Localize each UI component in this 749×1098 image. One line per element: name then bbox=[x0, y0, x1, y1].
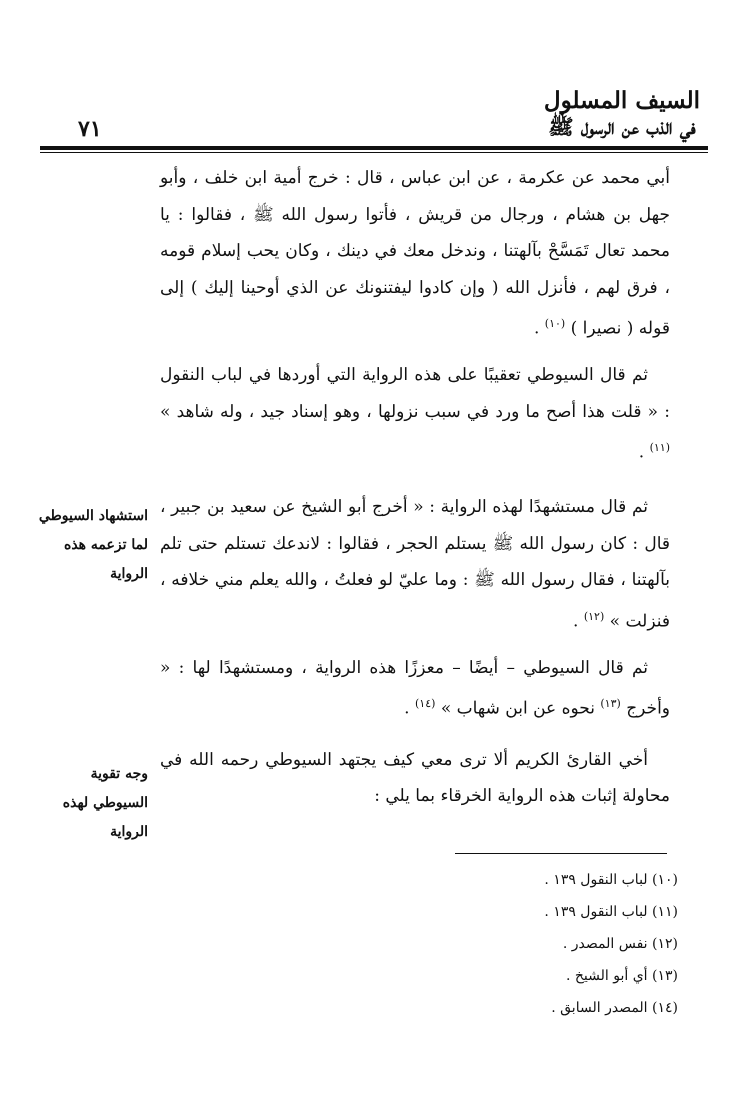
footnote-13: (١٣) أي أبو الشيخ . bbox=[565, 968, 678, 984]
paragraph-3-text: ثم قال مستشهدًا لهذه الرواية : « أخرج أبو الشيخ عن سعيد بن جبير ، قال : كان رسول الله ﷺ يستلم الحجر ، فقالوا : لاندعك تستلم حتى تلم بآلهتنا ، فقال رسول الله ﷺ : وما عليّ لو فعلتُ ، والله يعلم مني خلافه ، فنزلت » bbox=[160, 497, 670, 632]
book-title-line2: في الذب عن الرسول ﷺ bbox=[548, 114, 696, 139]
paragraph-5-text: أخي القارئ الكريم ألا ترى معي كيف يجتهد السيوطي رحمه الله في محاولة إثبات هذه الرواية الخرقاء بما يلي : bbox=[160, 749, 670, 807]
paragraph-1-text: أبي محمد عن عكرمة ، عن ابن عباس ، قال : خرج أمية ابن خلف ، وأبو جهل بن هشام ، ورجال من قريش ، فأتوا رسول الله ﷺ ، فقالوا : يا محمد تعال تَمَسَّحْ بآلهتنا ، وندخل معك في دينك ، وكان يحب إسلام قومه ، فرق لهم ، فأنزل الله ( وإن كادوا ليفتنونك عن الذي أوحينا إليك ) إلى قوله ( نصيرا ) bbox=[160, 168, 670, 339]
paragraph-1: أبي محمد عن عكرمة ، عن ابن عباس ، قال : خرج أمية ابن خلف ، وأبو جهل بن هشام ، ورجال من قريش ، فأتوا رسول الله ﷺ ، فقالوا : يا محمد تعال تَمَسَّحْ بآلهتنا ، وندخل معك في دينك ، وكان يحب إسلام قومه ، فرق لهم ، فأنزل الله ( وإن كادوا ليفتنونك عن الذي أوحينا إليك ) إلى قوله ( نصيرا ) $^{(١٠)}$ . bbox=[160, 168, 670, 339]
footnotes bbox=[420, 864, 678, 1024]
footnote-11: (١١) لباب النقول ١٣٩ . bbox=[544, 904, 678, 920]
footnote-10: (١٠) لباب النقول ١٣٩ . bbox=[544, 872, 678, 888]
book-title bbox=[544, 88, 700, 140]
footnote-12: (١٢) نفس المصدر . bbox=[562, 936, 678, 952]
main-text bbox=[160, 160, 670, 815]
margin-note-1: استشهاد السيوطي لما تزعمه هذه الرواية bbox=[38, 508, 148, 582]
paragraph-4: ثم قال السيوطي – أيضًا – معززًا هذه الرواية ، ومستشهدًا لها : « وأخرج $^{(١٣)}$ نحوه عن ابن شهاب » $^{(١٤)}$ . bbox=[160, 657, 670, 720]
footnote-ref-10: (١٠) bbox=[544, 317, 566, 330]
header-rule-thin bbox=[40, 152, 708, 153]
paragraph-3: ثم قال مستشهدًا لهذه الرواية : « أخرج أبو الشيخ عن سعيد بن جبير ، قال : كان رسول الله ﷺ يستلم الحجر ، فقالوا : لاندعك تستلم حتى تلم بآلهتنا ، فقال رسول الله ﷺ : وما عليّ لو فعلتُ ، والله يعلم مني خلافه ، فنزلت » $^{(١٢)}$ . bbox=[160, 497, 670, 632]
footnote-ref-12: (١٢) bbox=[583, 609, 605, 623]
page-number: ٧١ bbox=[78, 116, 102, 142]
paragraph-4-text-a: ثم قال السيوطي – أيضًا – معززًا هذه الرواية ، ومستشهدًا لها : « وأخرج bbox=[160, 657, 670, 720]
header-rule-thick bbox=[40, 146, 708, 150]
paragraph-5 bbox=[160, 742, 670, 815]
footnote-14: (١٤) المصدر السابق . bbox=[551, 1000, 678, 1016]
margin-note-2: وجه تقوية السيوطي لهذه الرواية bbox=[62, 766, 148, 840]
footnote-ref-14: (١٤) bbox=[414, 697, 436, 711]
page-header bbox=[40, 88, 708, 148]
paragraph-4-text-b: نحوه عن ابن شهاب » bbox=[440, 699, 595, 720]
footnote-separator bbox=[455, 853, 667, 854]
footnote-ref-13: (١٣) bbox=[600, 697, 621, 711]
book-title-line1: السيف المسلول bbox=[543, 87, 700, 114]
footnote-ref-11: (١١) bbox=[649, 441, 670, 455]
paragraph-2-text: ثم قال السيوطي تعقيبًا على هذه الرواية التي أوردها في لباب النقول : « قلت هذا أصح ما ورد في سبب نزولها ، وهو إسناد جيد ، وله شاهد » bbox=[160, 365, 670, 422]
paragraph-2: ثم قال السيوطي تعقيبًا على هذه الرواية التي أوردها في لباب النقول : « قلت هذا أصح ما ورد في سبب نزولها ، وهو إسناد جيد ، وله شاهد » $^{(١١)}$ . bbox=[160, 365, 670, 463]
